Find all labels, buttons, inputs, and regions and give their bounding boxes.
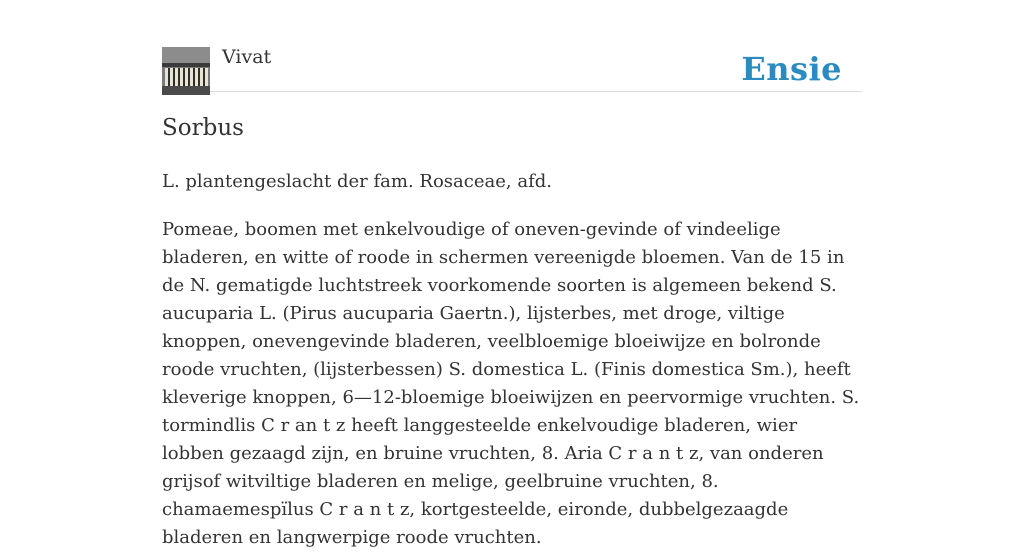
article-intro: L. plantengeslacht der fam. Rosaceae, afd. xyxy=(162,171,552,192)
header xyxy=(162,0,862,92)
article-body: Pomeae, boomen met enkelvoudige of oneven-gevinde of vindeelige bladeren, en witte of roode in schermen vereenigde bloemen. Van de 15 in de N. gematigde luchtstreek voorkomende soorten is algemeen bekend S. aucuparia L. (Pirus aucuparia Gaertn.), lijsterbes, met droge, viltige knoppen, onevengevinde bladeren, veelbloemige bloeiwijze en bolronde roode vruchten, (lijsterbessen) S. domestica L. (Finis domestica Sm.), heeft kleverige knoppen, 6—12-bloemige bloeiwijzen en peervormige vruchten. S. tormindlis C r an t z heeft langgesteelde enkelvoudige bladeren, wier lobben gezaagd zijn, en bruine vruchten, 8. Aria C r a n t z, van onderen grijsof witviltige bladeren en melige, geelbruine vruchten, 8. chamaemespïlus C r a n t z, kortgesteelde, eironde, dubbelgezaagde bladeren en langwerpige roode vruchten. xyxy=(162,219,860,548)
page-title: Sorbus xyxy=(162,115,244,141)
brand-logo[interactable]: Ensie xyxy=(741,50,842,88)
avatar-image-icon xyxy=(162,47,210,95)
avatar[interactable] xyxy=(162,47,210,95)
page xyxy=(162,0,862,548)
author-name[interactable]: Vivat xyxy=(222,46,272,68)
